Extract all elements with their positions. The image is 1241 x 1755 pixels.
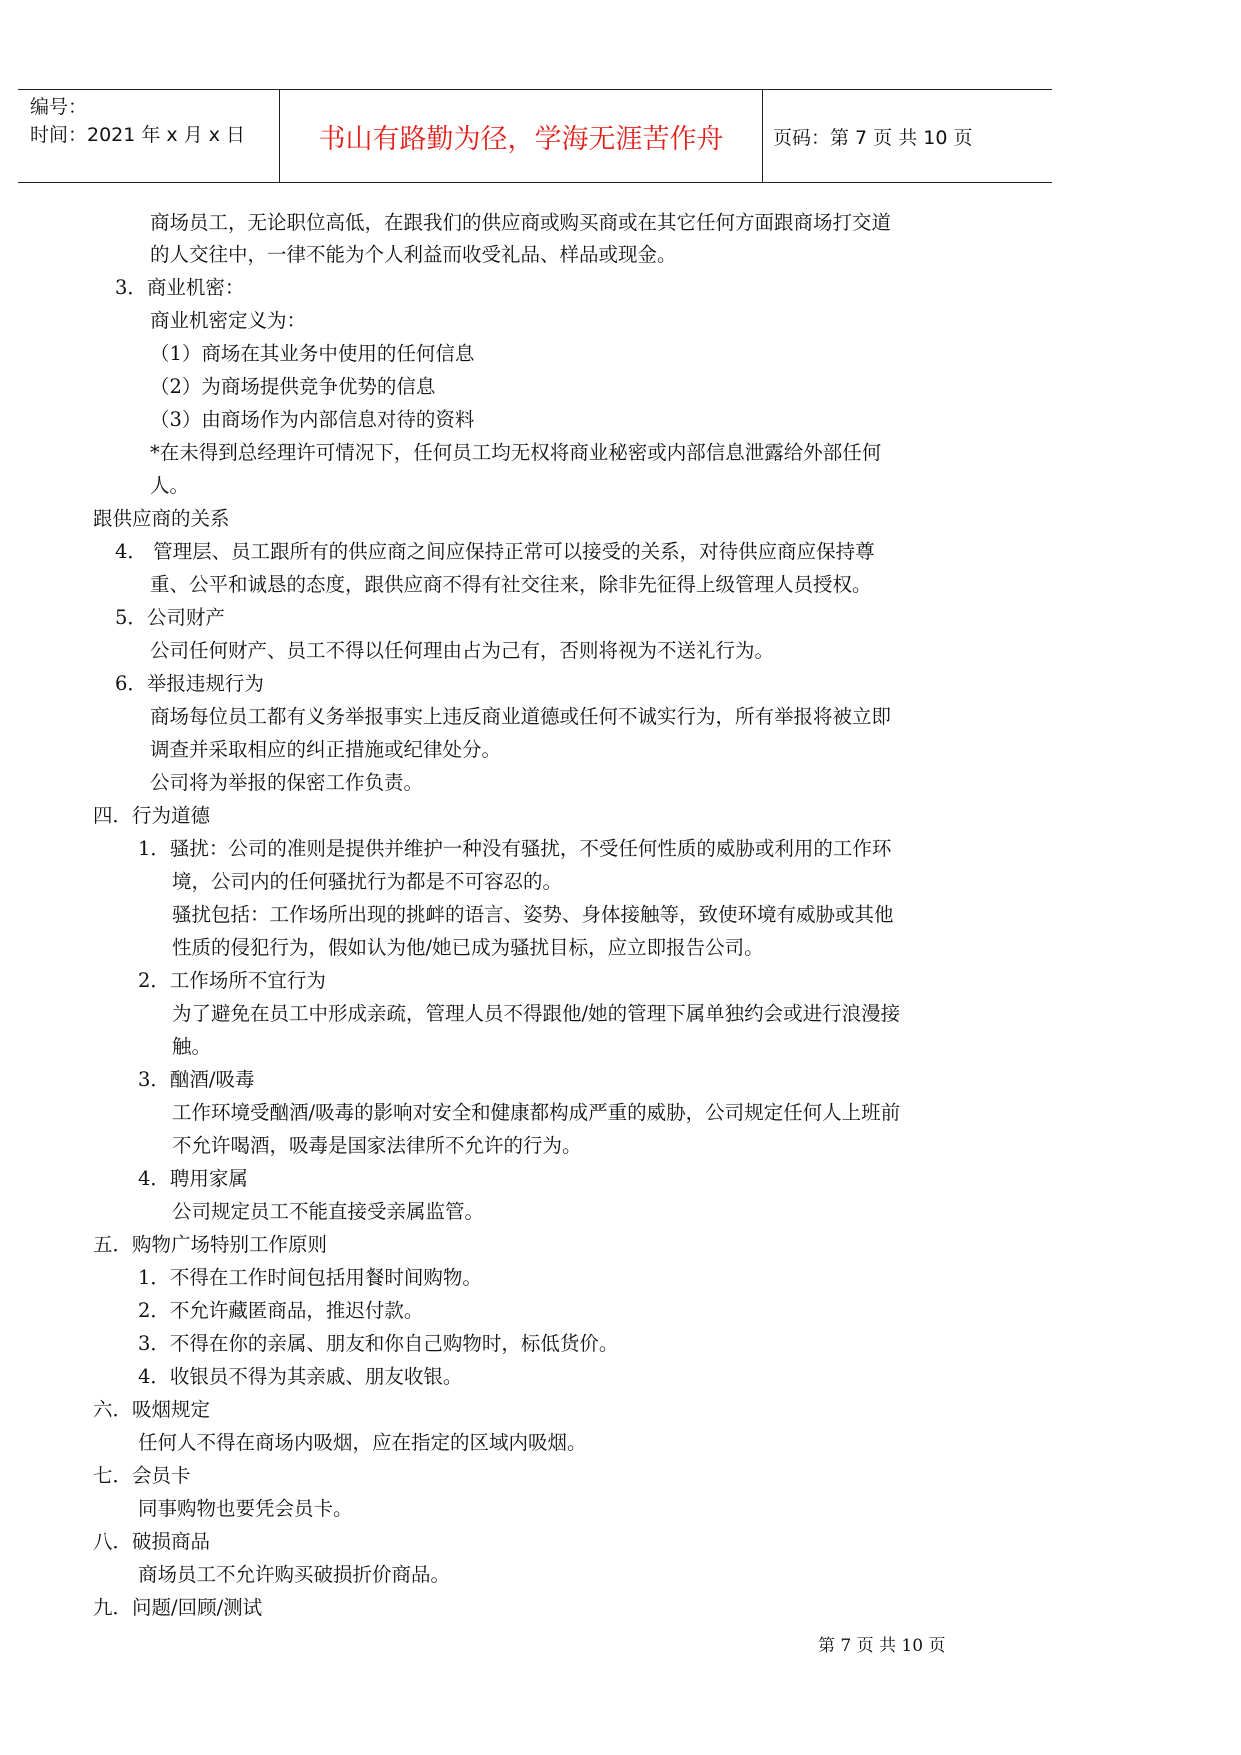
header-motto: 书山有路勤为径，学海无涯苦作舟 bbox=[280, 90, 763, 182]
page-footer: 第 7 页 共 10 页 bbox=[818, 1636, 946, 1656]
section-heading: 4． 管理层、员工跟所有的供应商之间应保持正常可以接受的关系，对待供应商应保持尊 bbox=[115, 540, 875, 563]
body-line: 调查并采取相应的纠正措施或纪律处分。 bbox=[150, 738, 502, 761]
document-date: 时间：2021 年 x 月 x 日 bbox=[30, 124, 246, 146]
list-item: 3．不得在你的亲属、朋友和你自己购物时，标低货价。 bbox=[138, 1332, 619, 1355]
body-line: 任何人不得在商场内吸烟，应在指定的区域内吸烟。 bbox=[138, 1431, 587, 1454]
section-heading: 4．聘用家属 bbox=[138, 1167, 248, 1190]
list-item: （1）商场在其业务中使用的任何信息 bbox=[150, 342, 475, 365]
body-line: 商场每位员工都有义务举报事实上违反商业道德或任何不诚实行为，所有举报将被立即 bbox=[150, 705, 892, 728]
body-line: 工作环境受酗酒/吸毒的影响对安全和健康都构成严重的威胁，公司规定任何人上班前 bbox=[172, 1101, 901, 1124]
section-heading: 跟供应商的关系 bbox=[93, 507, 230, 530]
page-header bbox=[18, 89, 1052, 183]
body-line: 性质的侵犯行为，假如认为他/她已成为骚扰目标，应立即报告公司。 bbox=[172, 936, 764, 959]
section-heading: 七．会员卡 bbox=[93, 1464, 191, 1487]
section-heading: 5．公司财产 bbox=[115, 606, 225, 629]
list-item: 4．收银员不得为其亲戚、朋友收银。 bbox=[138, 1365, 463, 1388]
body-line: 商场员工不允许购买破损折价商品。 bbox=[138, 1563, 451, 1586]
section-heading: 九．问题/回顾/测试 bbox=[93, 1596, 263, 1619]
body-line: 商业机密定义为： bbox=[150, 309, 307, 332]
body-line: 公司将为举报的保密工作负责。 bbox=[150, 771, 424, 794]
section-heading: 四．行为道德 bbox=[93, 804, 211, 827]
body-line: 触。 bbox=[172, 1035, 212, 1058]
body-line: 境，公司内的任何骚扰行为都是不可容忍的。 bbox=[172, 870, 563, 893]
section-heading: 1．骚扰：公司的准则是提供并维护一种没有骚扰，不受任何性质的威胁或利用的工作环 bbox=[138, 837, 892, 860]
body-line: 商场员工，无论职位高低，在跟我们的供应商或购买商或在其它任何方面跟商场打交道 bbox=[150, 211, 892, 234]
body-line: 公司任何财产、员工不得以任何理由占为己有，否则将视为不送礼行为。 bbox=[150, 639, 775, 662]
list-item: （2）为商场提供竞争优势的信息 bbox=[150, 375, 436, 398]
header-page-info: 页码：第 7 页 共 10 页 bbox=[773, 126, 973, 149]
body-line: 同事购物也要凭会员卡。 bbox=[138, 1497, 353, 1520]
section-heading: 6．举报违规行为 bbox=[115, 672, 264, 695]
section-heading: 八．破损商品 bbox=[93, 1530, 211, 1553]
section-heading: 六．吸烟规定 bbox=[93, 1398, 211, 1421]
body-line: 不允许喝酒，吸毒是国家法律所不允许的行为。 bbox=[172, 1134, 582, 1157]
list-item: （3）由商场作为内部信息对待的资料 bbox=[150, 408, 475, 431]
body-line: 公司规定员工不能直接受亲属监管。 bbox=[172, 1200, 485, 1223]
section-heading: 2．工作场所不宜行为 bbox=[138, 969, 326, 992]
body-line: 骚扰包括：工作场所出现的挑衅的语言、姿势、身体接触等，致使环境有威胁或其他 bbox=[172, 903, 894, 926]
list-item: 1．不得在工作时间包括用餐时间购物。 bbox=[138, 1266, 482, 1289]
header-meta bbox=[18, 90, 280, 182]
body-line: 的人交往中，一律不能为个人利益而收受礼品、样品或现金。 bbox=[150, 243, 677, 266]
document-number-label: 编号： bbox=[30, 96, 88, 118]
body-line: 为了避免在员工中形成亲疏，管理人员不得跟他/她的管理下属单独约会或进行浪漫接 bbox=[172, 1002, 901, 1025]
section-heading: 3．酗酒/吸毒 bbox=[138, 1068, 255, 1091]
section-heading: 3．商业机密： bbox=[115, 276, 245, 299]
list-item: 2．不允许藏匿商品，推迟付款。 bbox=[138, 1299, 424, 1322]
body-line: 人。 bbox=[150, 474, 190, 497]
body-line: 重、公平和诚恳的态度，跟供应商不得有社交往来，除非先征得上级管理人员授权。 bbox=[150, 573, 872, 596]
section-heading: 五．购物广场特别工作原则 bbox=[93, 1233, 328, 1256]
body-line: *在未得到总经理许可情况下，任何员工均无权将商业秘密或内部信息泄露给外部任何 bbox=[150, 441, 882, 464]
